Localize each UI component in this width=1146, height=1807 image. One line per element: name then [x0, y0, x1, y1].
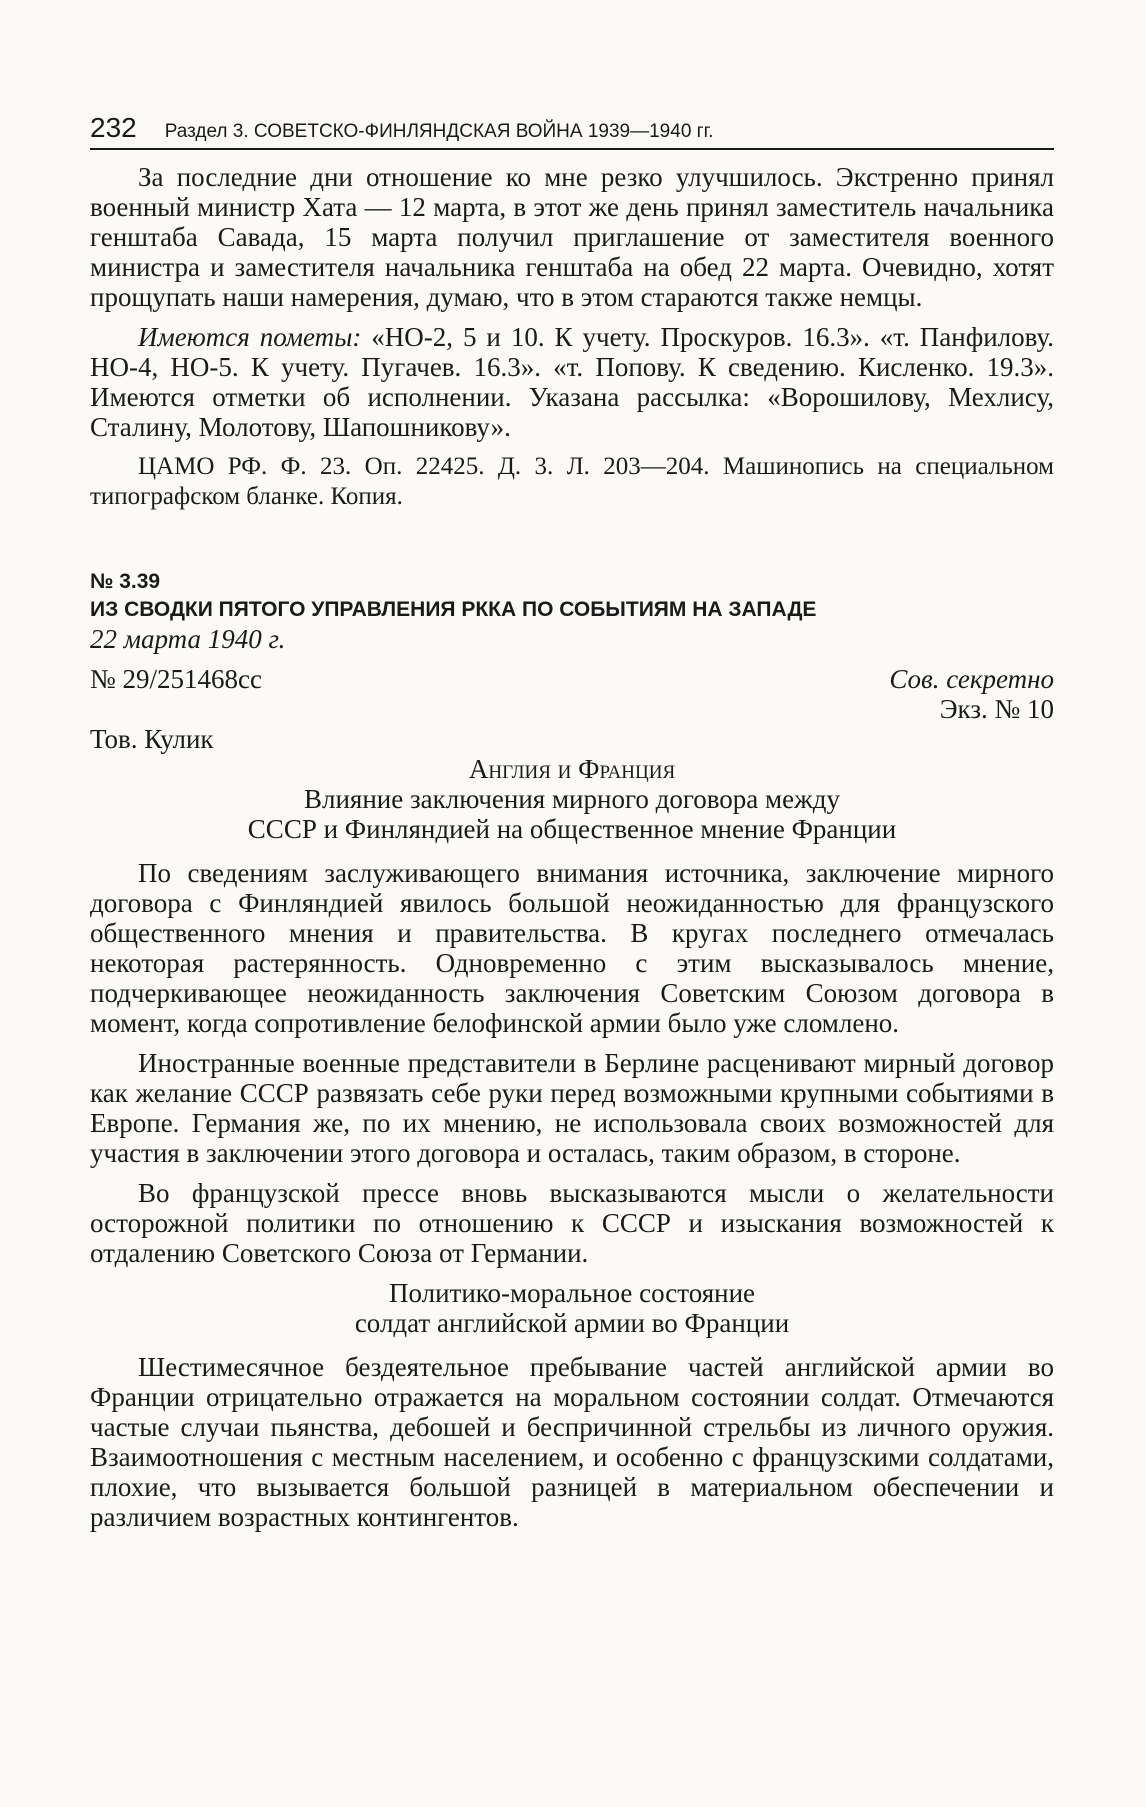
page-body [90, 162, 1054, 1532]
prev-doc-paragraph: За последние дни отношение ко мне резко улучшилось. Экстренно принял военный министр Хата — 12 марта, в этот же день принял заместитель начальника генштаба Савада, 15 марта получил приглашение от заместителя военного министра и заместителя начальника генштаба на обед 22 марта. Очевидно, хотят прощупать наши намерения, думаю, что в этом стараются также немцы. [90, 162, 1054, 312]
running-header [90, 112, 1054, 150]
secrecy-label: Сов. секретно [889, 664, 1054, 694]
paragraph-4: Шестимесячное бездеятельное пребывание частей английской армии во Франции отрицательно отражается на моральном состоянии солдат. Отмечаются частые случаи пьянства, дебошей и беспричинной стрельбы из личного оружия. Взаимоотношения с местным населением, и особенно с французскими солдатами, плохие, что вызывается большой разницей в материальном обеспечении и различием возрастных контингентов. [90, 1352, 1054, 1532]
document-date: 22 марта 1940 г. [90, 624, 286, 654]
heading-england-france: Англия и Франция [468, 754, 676, 784]
page-number: 232 [90, 112, 137, 143]
paragraph-3: Во французской прессе вновь высказываются мысли о желательности осторожной политики по отношению к СССР и изыскания возможностей к отдалению Советского Союза от Германии. [90, 1178, 1054, 1268]
paragraph-2: Иностранные военные представители в Берлине расценивают мирный договор как желание СССР развязать себе руки перед возможными крупными событиями в Европе. Германия же, по их мнению, не использовала своих возможностей для участия в заключении этого договора и осталась, таким образом, в стороне. [90, 1048, 1054, 1168]
copy-number: Экз. № 10 [939, 694, 1054, 724]
notes-text: «НО-2, 5 и 10. К учету. Проскуров. 16.3». «т. Панфилову. НО-4, НО-5. К учету. Пугачев. 16.3». «т. Попову. К сведению. Кисленко. 19.3». Имеются отметки об исполнении. Указана рассылка: «Ворошилову, Мехлису, Сталину, Молотову, Шапошникову». [90, 322, 1054, 442]
prev-doc-notes [90, 322, 1054, 442]
document-title: ИЗ СВОДКИ ПЯТОГО УПРАВЛЕНИЯ РККА ПО СОБЫТИЯМ НА ЗАПАДЕ [90, 598, 817, 621]
subheading-1-line-2: СССР и Финляндией на общественное мнение Франции [247, 814, 897, 844]
registration-row [90, 664, 1054, 694]
subheading-2-line-1: Политико-моральное состояние [388, 1278, 756, 1308]
notes-label: Имеются пометы: [138, 322, 362, 352]
subheading-2-line-2: солдат английской армии во Франции [354, 1308, 790, 1338]
subheading-1-line-1: Влияние заключения мирного договора между [303, 784, 841, 814]
document-number: № 3.39 [90, 570, 161, 593]
section-title: Раздел 3. СОВЕТСКО-ФИНЛЯНДСКАЯ ВОЙНА 1939—1940 гг. [164, 121, 714, 142]
paragraph-1: По сведениям заслуживающего внимания источника, заключение мирного договора с Финляндией явилось большой неожиданностью для французского общественного мнения и правительства. В кругах последнего отмечалась некоторая растерянность. Одновременно с этим высказывалось мнение, подчеркивающее неожиданность заключения Советским Союзом договора в момент, когда сопротивление белофинской армии было уже сломлено. [90, 858, 1054, 1038]
addressee: Тов. Кулик [90, 724, 214, 754]
archive-reference: ЦАМО РФ. Ф. 23. Оп. 22425. Д. 3. Л. 203—204. Машинопись на специальном типографском бланке. Копия. [90, 453, 1054, 510]
registration-number: № 29/251468сс [90, 664, 262, 694]
